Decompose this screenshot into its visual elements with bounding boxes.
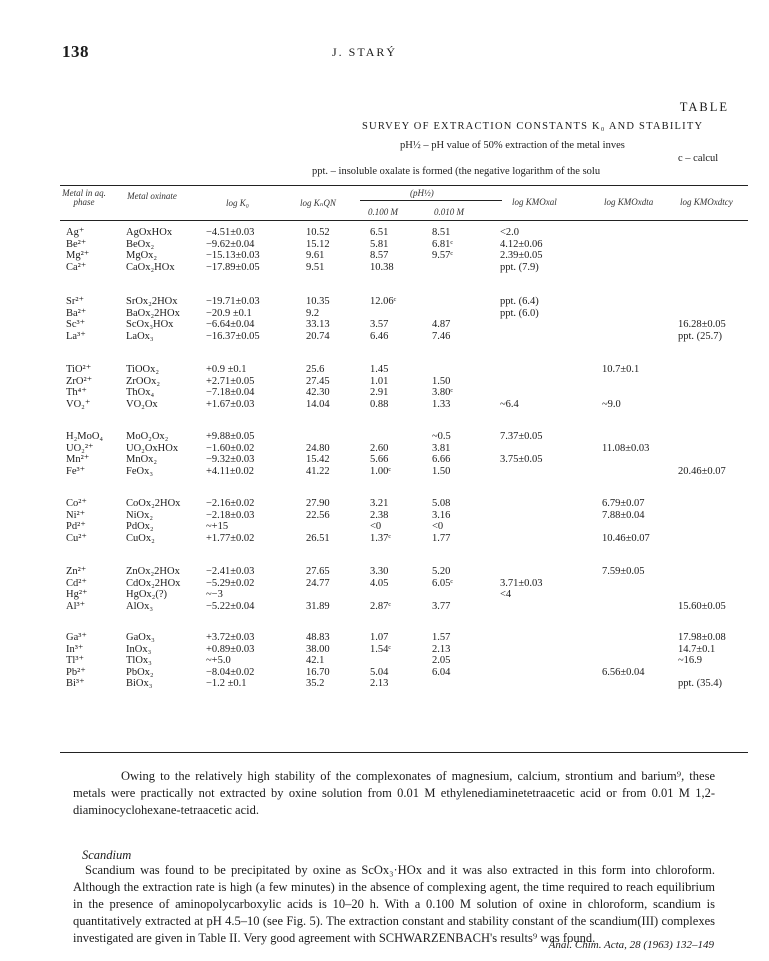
cell-logk0: +1.67±0.03 <box>206 398 255 410</box>
cell-logk0: ~−3 <box>206 589 223 600</box>
header-logk0: log K₀ <box>226 198 249 208</box>
cell-logk0: −2.41±0.03 <box>206 566 255 577</box>
cell-ph-0100: 3.57 <box>370 319 389 330</box>
cell-logk0: −4.51±0.03 <box>206 227 255 238</box>
cell-logk0: +2.71±0.05 <box>206 375 255 387</box>
table-row <box>0 510 769 522</box>
cell-logkhqn: 14.04 <box>306 398 330 410</box>
cell-oxinate: TlOx₃ <box>126 655 152 666</box>
table-row <box>0 250 769 262</box>
cell-ph-0100: 1.00ᶜ <box>370 465 392 477</box>
cell-ph-0100: 5.81 <box>370 238 389 250</box>
table-row <box>0 296 769 308</box>
table-row <box>0 399 769 411</box>
cell-metal: Bi³⁺ <box>66 678 85 689</box>
cell-ph-0100: 4.05 <box>370 577 389 589</box>
cell-logk0: −5.22±0.04 <box>206 600 255 612</box>
paragraph-scandium: Scandium was found to be precipitated by oxine as ScOx₃·HOx and it was also extracted in this form into chloroform. Although the extraction rate is high (a few minutes) in the absence of complexing agent, the time required to reach equilibrium in the presence of aminopolycarboxylic acids is 10–20 h. With a 0.100 M solution of oxine in chloroform, scandium is quantitatively extracted at pH 4.5–10 (see Fig. 5). The extraction constant and stability constant of the scandium(III) complexes investigated are given in Table II. Very good agreement with SCHWARZENBACH's results⁹ was found. <box>73 863 715 945</box>
cell-oxinate: GaOx₃ <box>126 632 155 643</box>
cell-metal: Fe³⁺ <box>66 465 86 477</box>
cell-oxinate: SrOx₂2HOx <box>126 296 178 307</box>
cell-logk-moxdta: 7.88±0.04 <box>602 509 645 521</box>
cell-logkhqn: 15.12 <box>306 238 330 250</box>
cell-logk-moxal: ~6.4 <box>500 398 519 410</box>
header-ph-0010: 0.010 M <box>434 207 464 217</box>
cell-ph-0010: 5.20 <box>432 566 451 577</box>
cell-logkhqn: 33.13 <box>306 319 330 330</box>
table-row <box>0 364 769 376</box>
table-row <box>0 533 769 545</box>
table-top-rule <box>60 185 748 186</box>
cell-logk0: −9.62±0.04 <box>206 238 255 250</box>
cell-logkhqn: 10.52 <box>306 227 330 238</box>
table-row <box>0 498 769 510</box>
cell-logk-moxdtcy: ppt. (35.4) <box>678 678 723 689</box>
table-row <box>0 521 769 533</box>
cell-ph-0100: 10.38 <box>370 261 394 273</box>
cell-logk0: −2.16±0.02 <box>206 498 255 509</box>
cell-metal: Sr²⁺ <box>66 296 85 307</box>
cell-ph-0100: 1.45 <box>370 364 389 375</box>
running-head: J. STARÝ <box>332 45 398 59</box>
cell-logkhqn: 38.00 <box>306 643 330 655</box>
table-row <box>0 466 769 478</box>
cell-oxinate: VO₂Ox <box>126 398 158 410</box>
table-row <box>0 376 769 388</box>
cell-logk0: −7.18±0.04 <box>206 387 255 398</box>
cell-ph-0100: 3.30 <box>370 566 389 577</box>
table-row <box>0 678 769 690</box>
cell-metal: Tl³⁺ <box>66 655 85 666</box>
cell-oxinate: PbOx₂ <box>126 666 154 678</box>
cell-oxinate: MnOx₂ <box>126 454 158 465</box>
cell-metal: Ca²⁺ <box>66 261 87 273</box>
cell-logkhqn: 24.80 <box>306 442 330 454</box>
cell-metal: VO₂⁺ <box>66 398 91 410</box>
cell-logk-moxal: 3.71±0.03 <box>500 577 543 589</box>
cell-oxinate: CoOx₂2HOx <box>126 498 181 509</box>
cell-logk0: −16.37±0.05 <box>206 330 260 342</box>
cell-metal: Mg²⁺ <box>66 250 90 261</box>
cell-metal: Ag⁺ <box>66 227 85 238</box>
cell-oxinate: AgOxHOx <box>126 227 173 238</box>
cell-oxinate: HgOx₂(?) <box>126 589 167 600</box>
cell-metal: In³⁺ <box>66 643 84 655</box>
cell-logkhqn: 31.89 <box>306 600 330 612</box>
cell-logk-moxdta: 10.46±0.07 <box>602 532 650 544</box>
cell-ph-0010: 2.13 <box>432 643 451 655</box>
cell-logk-moxdta: 6.56±0.04 <box>602 666 645 678</box>
cell-logk0: ~+15 <box>206 521 229 532</box>
cell-ph-0100: 1.37ᶜ <box>370 532 392 544</box>
cell-logkhqn: 24.77 <box>306 577 330 589</box>
table-row <box>0 443 769 455</box>
cell-logk-moxdtcy: ~16.9 <box>678 655 703 666</box>
table-caption-ppt-note: ppt. – insoluble oxalate is formed (the negative logarithm of the solu <box>312 166 601 177</box>
cell-ph-0010: 6.04 <box>432 666 451 678</box>
cell-logk-moxdta: 11.08±0.03 <box>602 442 650 454</box>
cell-metal: ZrO²⁺ <box>66 375 93 387</box>
table-row <box>0 454 769 466</box>
cell-ph-0100: 1.54ᶜ <box>370 643 392 655</box>
cell-ph-0100: 2.38 <box>370 509 389 521</box>
cell-logkhqn: 15.42 <box>306 454 330 465</box>
cell-logk-moxdtcy: ppt. (25.7) <box>678 330 723 342</box>
cell-ph-0100: 6.46 <box>370 330 389 342</box>
cell-metal: Cu²⁺ <box>66 532 87 544</box>
cell-logkhqn: 41.22 <box>306 465 330 477</box>
table-row <box>0 667 769 679</box>
cell-metal: Hg²⁺ <box>66 589 88 600</box>
cell-oxinate: MoO₂Ox₂ <box>126 431 169 442</box>
cell-ph-0100: 12.06ᶜ <box>370 296 397 307</box>
cell-logk0: +9.88±0.05 <box>206 431 255 442</box>
cell-logk0: −15.13±0.03 <box>206 250 260 261</box>
header-logk-moxdta: log KMOxdta <box>604 197 654 207</box>
cell-logk-moxal: <4 <box>500 589 512 600</box>
cell-oxinate: CdOx₂2HOx <box>126 577 181 589</box>
cell-logk-moxal: 3.75±0.05 <box>500 454 543 465</box>
cell-ph-0100: 2.87ᶜ <box>370 600 392 612</box>
cell-ph-0100: 2.13 <box>370 678 389 689</box>
cell-logk0: ~+5.0 <box>206 655 231 666</box>
cell-logk-moxal: <2.0 <box>500 227 520 238</box>
cell-oxinate: MgOx₂ <box>126 250 158 261</box>
cell-ph-0100: 5.04 <box>370 666 389 678</box>
header-metal: Metal in aq. phase <box>62 188 106 207</box>
cell-logkhqn: 9.2 <box>306 307 320 319</box>
cell-oxinate: FeOx₃ <box>126 465 153 477</box>
cell-ph-0010: 6.66 <box>432 454 451 465</box>
cell-metal: UO₂²⁺ <box>66 442 94 454</box>
cell-logk-moxdtcy: 16.28±0.05 <box>678 319 726 330</box>
cell-logk-moxal: ppt. (6.0) <box>500 307 539 319</box>
cell-logkhqn: 42.1 <box>306 655 325 666</box>
cell-ph-0100: 1.07 <box>370 632 389 643</box>
header-ph-0100: 0.100 M <box>368 207 398 217</box>
cell-logk-moxdta: 6.79±0.07 <box>602 498 645 509</box>
cell-oxinate: AlOx₃ <box>126 600 153 612</box>
table-caption-ph-note: pH½ – pH value of 50% extraction of the metal inves <box>400 140 625 151</box>
table-label: TABLE <box>679 100 729 114</box>
cell-logk-moxdtcy: 15.60±0.05 <box>678 600 726 612</box>
cell-ph-0010: 4.87 <box>432 319 451 330</box>
cell-ph-0010: 9.57ᶜ <box>432 250 454 261</box>
cell-ph-0100: 3.21 <box>370 498 389 509</box>
cell-ph-0010: <0 <box>432 521 444 532</box>
cell-ph-0010: 2.05 <box>432 655 451 666</box>
cell-logk-moxal: 7.37±0.05 <box>500 431 543 442</box>
cell-metal: Ni²⁺ <box>66 509 86 521</box>
table-row <box>0 262 769 274</box>
cell-logk0: −6.64±0.04 <box>206 319 255 330</box>
cell-oxinate: BeOx₂ <box>126 238 155 250</box>
cell-logk0: −5.29±0.02 <box>206 577 255 589</box>
cell-oxinate: UO₂OxHOx <box>126 442 179 454</box>
cell-ph-0010: 3.77 <box>432 600 451 612</box>
cell-logk-moxdta: ~9.0 <box>602 398 621 410</box>
cell-oxinate: CuOx₂ <box>126 532 155 544</box>
cell-logk-moxdta: 7.59±0.05 <box>602 566 645 577</box>
cell-logk-moxal: ppt. (7.9) <box>500 261 539 273</box>
cell-ph-0010: 1.77 <box>432 532 451 544</box>
cell-logkhqn: 27.90 <box>306 498 330 509</box>
cell-metal: Ba²⁺ <box>66 307 87 319</box>
cell-logk0: −19.71±0.03 <box>206 296 260 307</box>
table-ph-rule <box>360 200 502 201</box>
table-row <box>0 319 769 331</box>
table-caption-calc-note: c – calcul <box>678 153 719 164</box>
cell-oxinate: NiOx₂ <box>126 509 153 521</box>
cell-oxinate: CaOx₂HOx <box>126 261 175 273</box>
cell-ph-0010: 1.57 <box>432 632 451 643</box>
header-oxinate: Metal oxinate <box>127 191 177 201</box>
cell-logk-moxdtcy: 17.98±0.08 <box>678 632 726 643</box>
cell-logkhqn: 42.30 <box>306 387 330 398</box>
cell-metal: Cd²⁺ <box>66 577 87 589</box>
cell-ph-0010: 7.46 <box>432 330 451 342</box>
cell-logk0: −20.9 ±0.1 <box>206 307 252 319</box>
cell-logk0: −2.18±0.03 <box>206 509 255 521</box>
cell-ph-0010: 6.05ᶜ <box>432 577 454 589</box>
cell-ph-0100: <0 <box>370 521 382 532</box>
table-row <box>0 239 769 251</box>
table-row <box>0 578 769 590</box>
cell-logkhqn: 35.2 <box>306 678 325 689</box>
cell-logk-moxdtcy: 14.7±0.1 <box>678 643 716 655</box>
header-logk-moxdtcy: log KMOxdtcy <box>680 197 733 207</box>
cell-logk0: +4.11±0.02 <box>206 465 255 477</box>
table-row <box>0 566 769 578</box>
cell-logk-moxal: 2.39±0.05 <box>500 250 543 261</box>
cell-metal: Mn²⁺ <box>66 454 90 465</box>
cell-ph-0100: 5.66 <box>370 454 389 465</box>
cell-logkhqn: 9.61 <box>306 250 325 261</box>
cell-logk0: −1.60±0.02 <box>206 442 255 454</box>
cell-metal: Be²⁺ <box>66 238 87 250</box>
header-ph: (pH½) <box>410 188 434 198</box>
cell-metal: TiO²⁺ <box>66 364 92 375</box>
cell-logkhqn: 27.45 <box>306 375 330 387</box>
cell-oxinate: BiOx₃ <box>126 678 153 689</box>
cell-ph-0010: 3.16 <box>432 509 451 521</box>
cell-ph-0100: 2.91 <box>370 387 389 398</box>
cell-metal: Ga³⁺ <box>66 632 87 643</box>
cell-oxinate: ThOx₄ <box>126 387 155 398</box>
cell-oxinate: ZrOOx₂ <box>126 375 160 387</box>
table-row <box>0 331 769 343</box>
cell-metal: Th⁴⁺ <box>66 387 87 398</box>
cell-ph-0010: 1.33 <box>432 398 451 410</box>
cell-logkhqn: 48.83 <box>306 632 330 643</box>
cell-metal: La³⁺ <box>66 330 86 342</box>
cell-ph-0010: 3.81 <box>432 442 451 454</box>
cell-logk0: +0.9 ±0.1 <box>206 364 247 375</box>
table-row <box>0 589 769 601</box>
table-bottom-rule <box>60 752 748 753</box>
cell-logk0: −17.89±0.05 <box>206 261 260 273</box>
cell-metal: Pd²⁺ <box>66 521 86 532</box>
cell-ph-0100: 2.60 <box>370 442 389 454</box>
page-number: 138 <box>62 42 89 61</box>
cell-logk-moxal: ppt. (6.4) <box>500 296 539 307</box>
cell-oxinate: PdOx₂ <box>126 521 154 532</box>
cell-logk0: +1.77±0.02 <box>206 532 255 544</box>
cell-logk0: +0.89±0.03 <box>206 643 255 655</box>
cell-ph-0100: 1.01 <box>370 375 389 387</box>
table-row <box>0 655 769 667</box>
table-row <box>0 308 769 320</box>
cell-logkhqn: 9.51 <box>306 261 325 273</box>
cell-oxinate: ZnOx₂2HOx <box>126 566 180 577</box>
table-row <box>0 387 769 399</box>
cell-logk-moxdtcy: 20.46±0.07 <box>678 465 726 477</box>
cell-ph-0010: 5.08 <box>432 498 451 509</box>
cell-ph-0010: 6.81ᶜ <box>432 238 454 250</box>
cell-metal: H₂MoO₄ <box>66 431 104 442</box>
cell-logk-moxal: 4.12±0.06 <box>500 238 543 250</box>
paragraph-complexonates: Owing to the relatively high stability of the complexonates of magnesium, calcium, strontium and barium⁹, these metals were practically not extracted by oxine solution from 0.01 M ethylenediaminetetraacetic acid or from 0.01 M 1,2-diaminocyclohexane-tetraacetic acid. <box>73 769 715 817</box>
table-row <box>0 632 769 644</box>
cell-logkhqn: 10.35 <box>306 296 330 307</box>
cell-logk0: +3.72±0.03 <box>206 632 255 643</box>
cell-logk0: −8.04±0.02 <box>206 666 255 678</box>
cell-ph-0100: 6.51 <box>370 227 389 238</box>
cell-logkhqn: 26.51 <box>306 532 330 544</box>
cell-oxinate: BaOx₂2HOx <box>126 307 180 319</box>
cell-logkhqn: 27.65 <box>306 566 330 577</box>
cell-oxinate: ScOx₃HOx <box>126 319 174 330</box>
cell-logkhqn: 25.6 <box>306 364 325 375</box>
cell-logkhqn: 20.74 <box>306 330 330 342</box>
cell-logk0: −1.2 ±0.1 <box>206 678 247 689</box>
table-row <box>0 644 769 656</box>
cell-ph-0010: ~0.5 <box>432 431 451 442</box>
cell-logkhqn: 22.56 <box>306 509 330 521</box>
cell-ph-0100: 0.88 <box>370 398 389 410</box>
table-caption-title: SURVEY OF EXTRACTION CONSTANTS K₀ AND STABILITY <box>362 121 704 132</box>
cell-ph-0010: 3.80ᶜ <box>432 387 454 398</box>
journal-citation: Anal. Chim. Acta, 28 (1963) 132–149 <box>548 939 714 951</box>
cell-metal: Co²⁺ <box>66 498 87 509</box>
header-logkhqn: log KₙQN <box>300 198 336 208</box>
cell-logk0: −9.32±0.03 <box>206 454 255 465</box>
section-heading-scandium: Scandium <box>82 848 132 862</box>
cell-metal: Zn²⁺ <box>66 566 87 577</box>
cell-oxinate: TiOOx₂ <box>126 364 160 375</box>
table-header-rule <box>60 220 748 221</box>
table-row <box>0 431 769 443</box>
cell-logk-moxdta: 10.7±0.1 <box>602 364 640 375</box>
cell-metal: Pb²⁺ <box>66 666 86 678</box>
cell-metal: Sc³⁺ <box>66 319 86 330</box>
cell-metal: Al³⁺ <box>66 600 86 612</box>
table-row <box>0 601 769 613</box>
cell-ph-0010: 8.51 <box>432 227 451 238</box>
cell-logkhqn: 16.70 <box>306 666 330 678</box>
cell-ph-0010: 1.50 <box>432 375 451 387</box>
header-logk-moxal: log KMOxal <box>512 197 557 207</box>
table-row <box>0 227 769 239</box>
cell-oxinate: InOx₃ <box>126 643 152 655</box>
cell-ph-0010: 1.50 <box>432 465 451 477</box>
cell-oxinate: LaOx₃ <box>126 330 154 342</box>
cell-ph-0100: 8.57 <box>370 250 389 261</box>
